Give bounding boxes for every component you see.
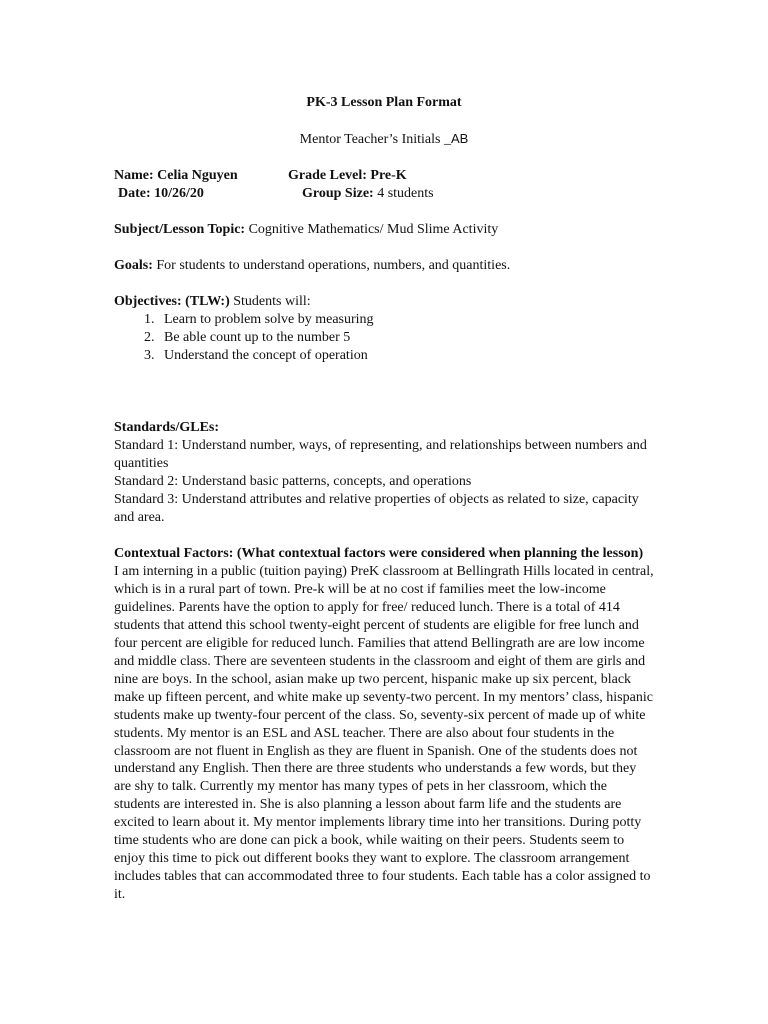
list-item: 3. Understand the concept of operation	[158, 347, 654, 365]
mentor-initials-value: AB	[450, 131, 469, 146]
objectives-list	[114, 311, 654, 365]
group-size-field	[302, 185, 434, 203]
name-label: Name:	[114, 168, 154, 183]
contextual-factors-section	[114, 545, 654, 904]
lesson-plan-content	[114, 94, 654, 904]
mentor-initials-line	[114, 130, 654, 149]
subject-label: Subject/Lesson Topic:	[114, 222, 246, 237]
contextual-factors-label: Contextual Factors: (What contextual factors were considered when planning the lesson)	[114, 546, 644, 561]
grade-field	[288, 167, 407, 185]
document-title: PK-3 Lesson Plan Format	[306, 95, 462, 110]
contextual-factors-text: I am interning in a public (tuition paying) PreK classroom at Bellingrath Hills located in central, which is in a rural part of town. Pre-k will be at no cost if families meet the low-income guidelines. Parents have the option to apply for free/ reduced lunch. There is a total of 414 students that attend this school twenty-eight percent of students are eligible for free lunch and four percent are eligible for reduced lunch. Families that attend Bellingrath are are low income and middle class. There are seventeen students in the classroom and eight of them are girls and nine are boys. In the school, asian make up two percent, hispanic make up six percent, black make up fifteen percent, and white make up seventy-two percent. In my mentors’ class, hispanic students make up twenty-four percent of the class. So, seventy-six percent of made up of white students. My mentor is an ESL and ASL teacher. There are also about four students in the classroom are not fluent in English as they are fluent in Spanish. One of the students does not understand any English. Then there are three students who understands a few words, but they are shy to talk. Currently my mentor has many types of pets in her classroom, which the students are interested in. She is also planning a lesson about farm life and the students are excited to learn about it. My mentor implements library time into her transitions. During potty time students who are done can pick a book, while waiting on their peers. Students seem to enjoy this time to pick out different books they want to explore. The classroom arrangement includes tables that can accommodated three to four students. Each table has a color assigned to it.	[114, 564, 654, 903]
subject-value: Cognitive Mathematics/ Mud Slime Activity	[248, 222, 499, 237]
contextual-factors-heading	[114, 545, 654, 563]
standards-label: Standards/GLEs:	[114, 420, 220, 435]
list-item: 2. Be able count up to the number 5	[158, 329, 654, 347]
grade-value: Pre-K	[370, 168, 407, 183]
list-item: 1. Learn to problem solve by measuring	[158, 311, 654, 329]
standard-item: Standard 2: Understand basic patterns, concepts, and operations	[114, 474, 472, 489]
group-size-value: 4 students	[377, 186, 434, 201]
objectives-section	[114, 293, 654, 365]
goals-label: Goals:	[114, 258, 153, 273]
objectives-label: Objectives: (TLW:)	[114, 294, 230, 309]
standard-item: Standard 3: Understand attributes and relative properties of objects as related to size, capacity and area.	[114, 492, 639, 525]
header-info	[114, 167, 654, 203]
date-field	[118, 185, 204, 203]
grade-label: Grade Level:	[288, 168, 367, 183]
date-group-row	[114, 185, 654, 203]
date-label: Date:	[118, 186, 151, 201]
goals-line	[114, 257, 654, 275]
date-value: 10/26/20	[154, 186, 204, 201]
name-grade-row	[114, 167, 654, 185]
subject-line	[114, 221, 654, 239]
objectives-intro: Students will:	[233, 294, 311, 309]
standard-item: Standard 1: Understand number, ways, of representing, and relationships between numbers and quantities	[114, 438, 647, 471]
standards-heading	[114, 419, 654, 437]
goals-value: For students to understand operations, numbers, and quantities.	[156, 258, 511, 273]
objectives-heading	[114, 293, 654, 311]
name-field	[114, 167, 238, 185]
group-size-label: Group Size:	[302, 186, 374, 201]
standards-section	[114, 419, 654, 527]
name-value: Celia Nguyen	[157, 168, 238, 183]
mentor-initials-label: Mentor Teacher’s Initials _	[299, 132, 451, 147]
